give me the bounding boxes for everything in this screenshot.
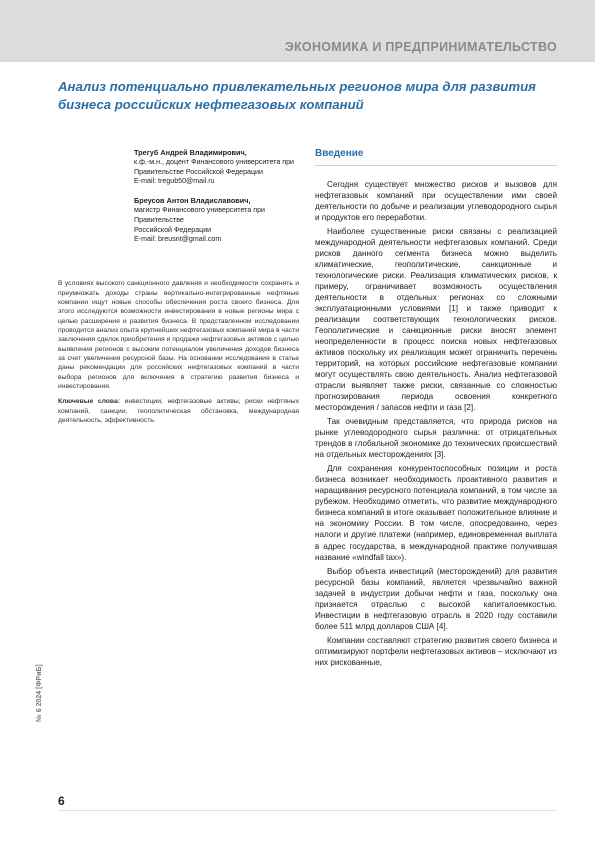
author-email[interactable]: E-mail: breusnt@gmail.com (134, 235, 222, 244)
issue-label: № 6 2024 [ФРиБ] (36, 664, 43, 722)
author-block-1 (58, 148, 299, 187)
footer-divider (58, 810, 557, 811)
author-email[interactable]: E-mail: tregub50@mail.ru (134, 177, 215, 186)
body-paragraph: Выбор объекта инвестиций (месторождений) для развития ресурсной базы компаний, является чрезвычайно важной задачей в индустрии добычи нефти и газа, поскольку она признается отраслью с высокой капиталоемкостью. Инвестиции в нефтегазовую отрасль в 2020 году составили более 511 млрд долларов США [4]. (315, 566, 557, 631)
author-affiliation: к.ф.-м.н., доцент Финансового университета при (134, 157, 294, 166)
body-paragraph: Наиболее существенные риски связаны с реализацией международной деятельности нефтегазовых компаний. Среди рисков данного сегмента бизнеса можно выделить климатические, геополитические, санкционные и технологические риски. Реализация климатических рисков, к примеру, ограничивает возможность осуществления деятельности в отдельных регионах со сложными эксплуатационными условиями [1] и также приводит к реализации соответствующих технологических рисков. Геополитические и санкционные риски вносят элемент неопределенности в процесс поиска новых нефтегазовых активов поскольку их реализация может ограничить перечень территорий, на которых российские нефтегазовые компании могут осуществлять свою деятельность. Анализ нефтегазовой отрасли выявляет также риски, связанные со сложностью прогнозирования периода освоения конкретного месторождения / запасов нефти и газа [2]. (315, 227, 557, 413)
keywords-text: инвестиции, нефтегазовые активы, риски нефтяных компаний, санкции, геополитическая обстановка, международная деятельность, эффективность. (58, 398, 299, 424)
body-paragraph: Так очевидным представляется, что природа рисков на рынке углеводородного сырья различна: от отрицательных трендов в глобальной экономике до технических происшествий на отдельных месторождениях [3]. (315, 417, 557, 460)
intro-heading: Введение (315, 148, 557, 166)
body-paragraph: Компании составляют стратегию развития своего бизнеса и оптимизируют портфели нефтегазовых активов – исключают из них рискованные, (315, 635, 557, 667)
left-column (58, 148, 299, 425)
abstract: В условиях высокого санкционного давления и необходимости сохранять и преумножать доходы страны вертикально-интегрированные нефтяные компании ищут новые способы обеспечения роста своего бизнеса. Для этого исследуются возможности инвестирования в новые регионы мира с целью расширения и развития бизнеса. В представленном исследовании проводится анализ опыта крупнейших нефтегазовых компаний мира в части заключения сделок приобретения и продажи нефтегазовых активов с целью выявления регионов с высоким потенциалом увеличения доходов бизнеса за счет увеличения ресурсной базы. На основании исследования в статье даны рекомендации для российских нефтегазовых компаний в части выбора регионов для включения в стратегию развития бизнеса и инвестирования. (58, 280, 299, 390)
author-affiliation: Российской Федерации (134, 225, 212, 234)
body-paragraph: Для сохранения конкурентоспособных позиции и роста бизнеса возникает необходимость проактивного развития и наращивания ресурсного потенциала компаний, в том числе за рубежом. Необходимо отметить, что развитие международного бизнеса компаний в итоге оказывает положительное влияние и на экономику России. В том числе, опосредованно, через налоги и другие платежи (например, единовременная выплата в адрес государства, в международной практике получившая название «windfall tax»). (315, 464, 557, 562)
author-affiliation: магистр Финансового университета при Правительстве (134, 205, 266, 224)
author-affiliation: Правительстве Российской Федерации (134, 167, 263, 176)
article-title: Анализ потенциально привлекательных регионов мира для развития бизнеса российских нефтегазовых компаний (58, 79, 536, 112)
author-name: Бреусов Антон Владиславович, (134, 196, 251, 206)
keywords-label: Ключевые слова: (58, 398, 120, 406)
author-block-2 (58, 196, 299, 245)
journal-section-title: ЭКОНОМИКА И ПРЕДПРИНИМАТЕЛЬСТВО (284, 40, 557, 54)
keywords (58, 397, 299, 425)
page-number: 6 (58, 794, 65, 808)
author-name: Трегуб Андрей Владимирович, (134, 148, 247, 157)
body-paragraph: Сегодня существует множество рисков и вызовов для нефтегазовых компаний при осуществлении ими своей деятельности по добыче и реализации углеводородного сырья и продуктов его переработки. (315, 180, 557, 223)
right-column (315, 148, 557, 671)
